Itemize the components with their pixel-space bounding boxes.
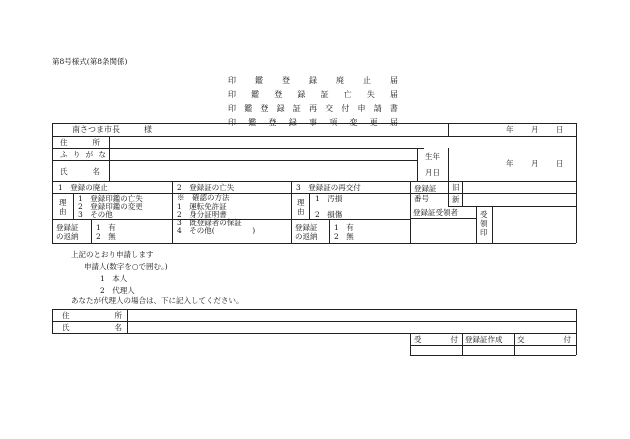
birth-label-2: 月日 <box>425 168 440 177</box>
abolish-item-3[interactable]: 3 その他 <box>78 210 113 219</box>
agent-name-field[interactable] <box>128 322 575 332</box>
addressee: 南さつま市長 <box>72 125 120 134</box>
abolish-reason-label-2: 由 <box>59 207 67 216</box>
abolish-item-2[interactable]: 2 登録印鑑の変更 <box>78 202 143 211</box>
reissue-item-2[interactable]: 2 損傷 <box>315 210 343 219</box>
agent-name-label: 氏 名 <box>62 323 122 332</box>
title-char: 印 <box>228 90 236 99</box>
abolish-reason-label-1: 理 <box>59 198 67 207</box>
lost-header: 2 登録証の亡失 <box>177 183 235 192</box>
date-month: 月 <box>531 125 539 134</box>
form-number: 第8号様式(第8条関係) <box>52 57 128 66</box>
cert-old-label: 旧 <box>452 183 460 192</box>
title-lost <box>228 89 398 100</box>
reissue-return-label-1: 登録証 <box>295 223 318 232</box>
title-char: 登 <box>282 76 290 85</box>
lost-method-3[interactable]: 3 既登録者の保証 <box>177 218 242 227</box>
title-char: 亡 <box>343 90 352 99</box>
seal-label-2: 領 <box>480 219 488 228</box>
title-char: 鑑 <box>244 104 253 113</box>
option-agent[interactable]: 2 代理人 <box>100 286 135 295</box>
title-char: 事 <box>309 118 317 127</box>
cert-number-label-1: 登録証 <box>414 184 437 193</box>
title-char: 交 <box>325 104 334 113</box>
lost-method-4[interactable]: 4 その他( ) <box>177 226 256 235</box>
title-char: 登 <box>268 118 277 127</box>
reissue-reason-label-2: 由 <box>297 207 305 216</box>
date-day: 日 <box>556 125 564 134</box>
title-char: 印 <box>228 76 236 85</box>
title-char: 失 <box>366 90 375 99</box>
birth-day: 日 <box>556 159 564 168</box>
title-char: 印 <box>228 104 236 113</box>
title-char: 付 <box>341 104 350 113</box>
title-char: 証 <box>320 90 329 99</box>
birth-month: 月 <box>531 159 539 168</box>
seal-label-1: 受 <box>480 210 488 219</box>
address-label: 住 所 <box>60 138 100 147</box>
name-field[interactable] <box>110 161 416 180</box>
title-char: 申 <box>357 104 366 113</box>
cert-new-field[interactable] <box>463 194 575 205</box>
title-reissue <box>228 103 398 114</box>
title-char: 証 <box>292 104 301 113</box>
title-char: 鑑 <box>255 76 263 85</box>
lost-method-header: ※ 確認の方法 <box>177 193 230 202</box>
reissue-return-label-2: の返納 <box>295 232 318 241</box>
title-abolish <box>228 75 398 86</box>
abolish-return-label-1: 登録証 <box>56 223 79 232</box>
name-label: 氏 名 <box>60 167 100 176</box>
cert-number-label-2: 番号 <box>414 194 429 203</box>
office-received-label: 受 付 <box>414 335 458 344</box>
declaration: 上記のとおり申請します <box>71 250 154 259</box>
cert-old-field[interactable] <box>463 182 575 192</box>
title-char: 項 <box>329 118 338 127</box>
title-char: 印 <box>228 118 236 127</box>
title-char: 書 <box>389 104 398 113</box>
applicant-note: 申請人(数字を○で囲む。) <box>84 262 168 271</box>
title-char: 届 <box>390 76 398 85</box>
office-created-label: 登録証作成 <box>465 335 503 344</box>
abolish-return-label-2: の返納 <box>56 232 79 241</box>
title-char: 録 <box>297 90 306 99</box>
reissue-return-no[interactable]: 2 無 <box>334 232 354 241</box>
reissue-header: 3 登録証の再交付 <box>296 183 361 192</box>
title-char: 鑑 <box>248 118 257 127</box>
agent-address-label: 住 所 <box>62 311 122 320</box>
title-char: 登 <box>260 104 269 113</box>
lost-method-2[interactable]: 2 身分証明書 <box>177 210 227 219</box>
reissue-reason-label-1: 理 <box>297 198 305 207</box>
lost-method-1[interactable]: 1 運転免許証 <box>177 202 227 211</box>
title-char: 届 <box>389 90 398 99</box>
cert-new-label: 新 <box>452 195 460 204</box>
abolish-header: 1 登録の廃止 <box>58 183 108 192</box>
agent-note: あなたが代理人の場合は、下に記入してください。 <box>71 296 244 305</box>
addressee-suffix: 様 <box>144 125 152 134</box>
cert-receiver-label: 登録証受領者 <box>413 208 458 217</box>
title-char: 止 <box>363 76 371 85</box>
birth-label-1: 生年 <box>425 152 440 161</box>
agent-address-field[interactable] <box>128 310 575 320</box>
address-field[interactable] <box>110 137 575 147</box>
option-self[interactable]: 1 本人 <box>100 274 128 283</box>
seal-label-3: 印 <box>480 228 488 237</box>
birth-year: 年 <box>506 159 514 168</box>
title-char: 録 <box>288 118 297 127</box>
abolish-item-1[interactable]: 1 登録印鑑の亡失 <box>78 194 143 203</box>
furigana-field[interactable] <box>110 149 416 159</box>
abolish-return-yes[interactable]: 1 有 <box>96 223 116 232</box>
title-char: 請 <box>373 104 382 113</box>
title-char: 録 <box>309 76 317 85</box>
title-char: 更 <box>369 118 378 127</box>
furigana-label: ふ り が な <box>60 150 106 159</box>
office-issued-label: 交 付 <box>517 335 571 344</box>
title-char: 変 <box>349 118 358 127</box>
title-char: 届 <box>390 118 398 127</box>
title-char: 鑑 <box>251 90 260 99</box>
title-char: 録 <box>276 104 285 113</box>
date-year: 年 <box>506 125 514 134</box>
title-char: 登 <box>274 90 283 99</box>
reissue-return-yes[interactable]: 1 有 <box>334 223 354 232</box>
abolish-return-no[interactable]: 2 無 <box>96 232 116 241</box>
reissue-item-1[interactable]: 1 汚損 <box>315 194 343 203</box>
title-char: 廃 <box>336 76 344 85</box>
title-char: 再 <box>308 104 317 113</box>
